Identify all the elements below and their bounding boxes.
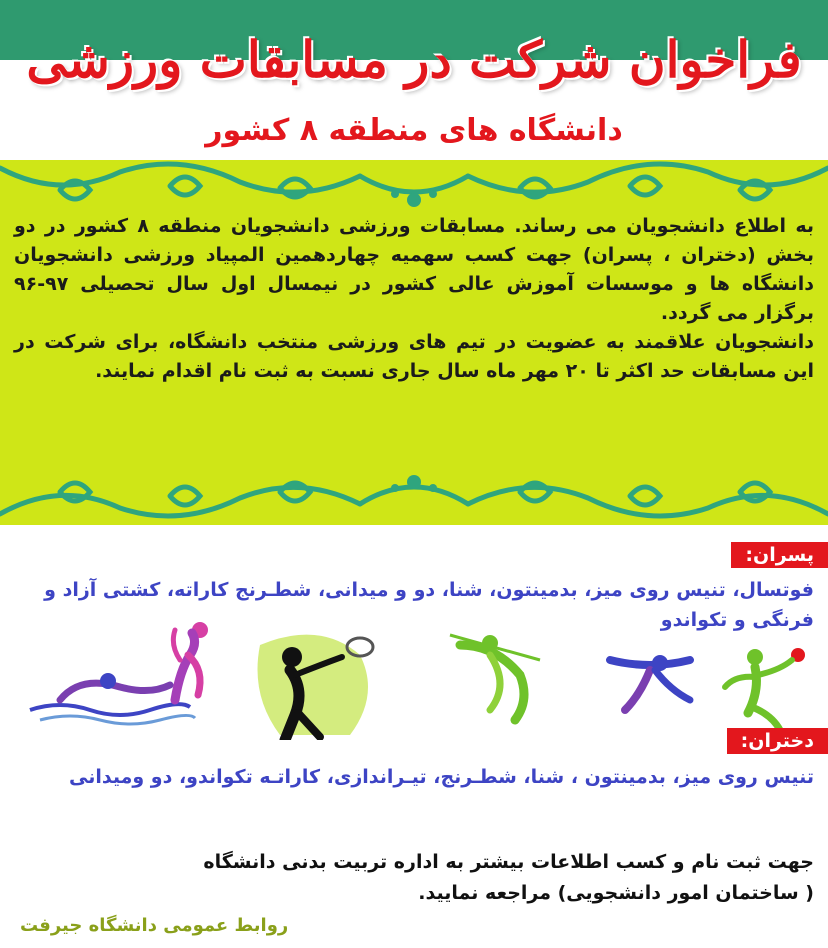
sports-illustration bbox=[20, 615, 810, 740]
contact-line-2: ( ساختمان امور دانشجویی) مراجعه نمایید. bbox=[418, 882, 814, 904]
contact-info bbox=[14, 847, 814, 909]
public-relations-signature: روابط عمومی دانشگاه جیرفت bbox=[20, 915, 289, 936]
tennis-player-icon bbox=[258, 635, 374, 740]
announcement-text bbox=[14, 212, 814, 386]
boys-sports-list: فوتسال، تنیس روی میز، بدمینتون، شنا، دو و میدانی، شطـرنج کاراته، کشتی آزاد و فرنگی و تکواندو bbox=[44, 579, 814, 631]
archer-icon bbox=[450, 635, 540, 720]
announcement-paragraph-1: به اطلاع دانشجویان می رساند. مسابقات ورزشی دانشجویان منطقه ۸ کشور در دو بخش (دختران ، پسران) جهت کسب سهمیه چهاردهمین المپیاد ورزشی دانشجویان دانشگاه ها و موسسات آموزش عالی کشور در نیمسال اول سال تحصیلی ۹۷-۹۶ برگزار می گردد. bbox=[14, 215, 814, 324]
volleyball-player-icon bbox=[173, 622, 208, 700]
contact-line-1: جهت ثبت نام و کسب اطلاعات بیشتر به اداره تربیت بدنی دانشگاه bbox=[203, 851, 814, 873]
runner-icon bbox=[725, 648, 805, 730]
girls-sports-list: تنیس روی میز، بدمینتون ، شنا، شطـرنج، تیـراندازی، کاراتـه تکواندو، دو ومیدانی bbox=[69, 766, 814, 788]
girls-label: دختران: bbox=[727, 728, 828, 754]
page-subtitle: دانشگاه های منطقه ۸ کشور bbox=[205, 113, 623, 148]
announcement-paragraph-2: دانشجویان علاقمند به عضویت در تیم های ورزشی منتخب دانشگاه، برای شرکت در این مسابقات حد اکثر تا ۲۰ مهر ماه سال جاری نسبت به ثبت نام اقدام نمایند. bbox=[14, 331, 814, 382]
boys-label: پسران: bbox=[731, 542, 828, 568]
ornament-top-icon bbox=[0, 160, 828, 215]
ornament-bottom-icon bbox=[0, 468, 828, 523]
swimmer-icon bbox=[30, 673, 195, 724]
gymnast-icon bbox=[610, 655, 690, 710]
page-title: فراخوان شرکت در مسابقات ورزشی bbox=[26, 30, 802, 89]
